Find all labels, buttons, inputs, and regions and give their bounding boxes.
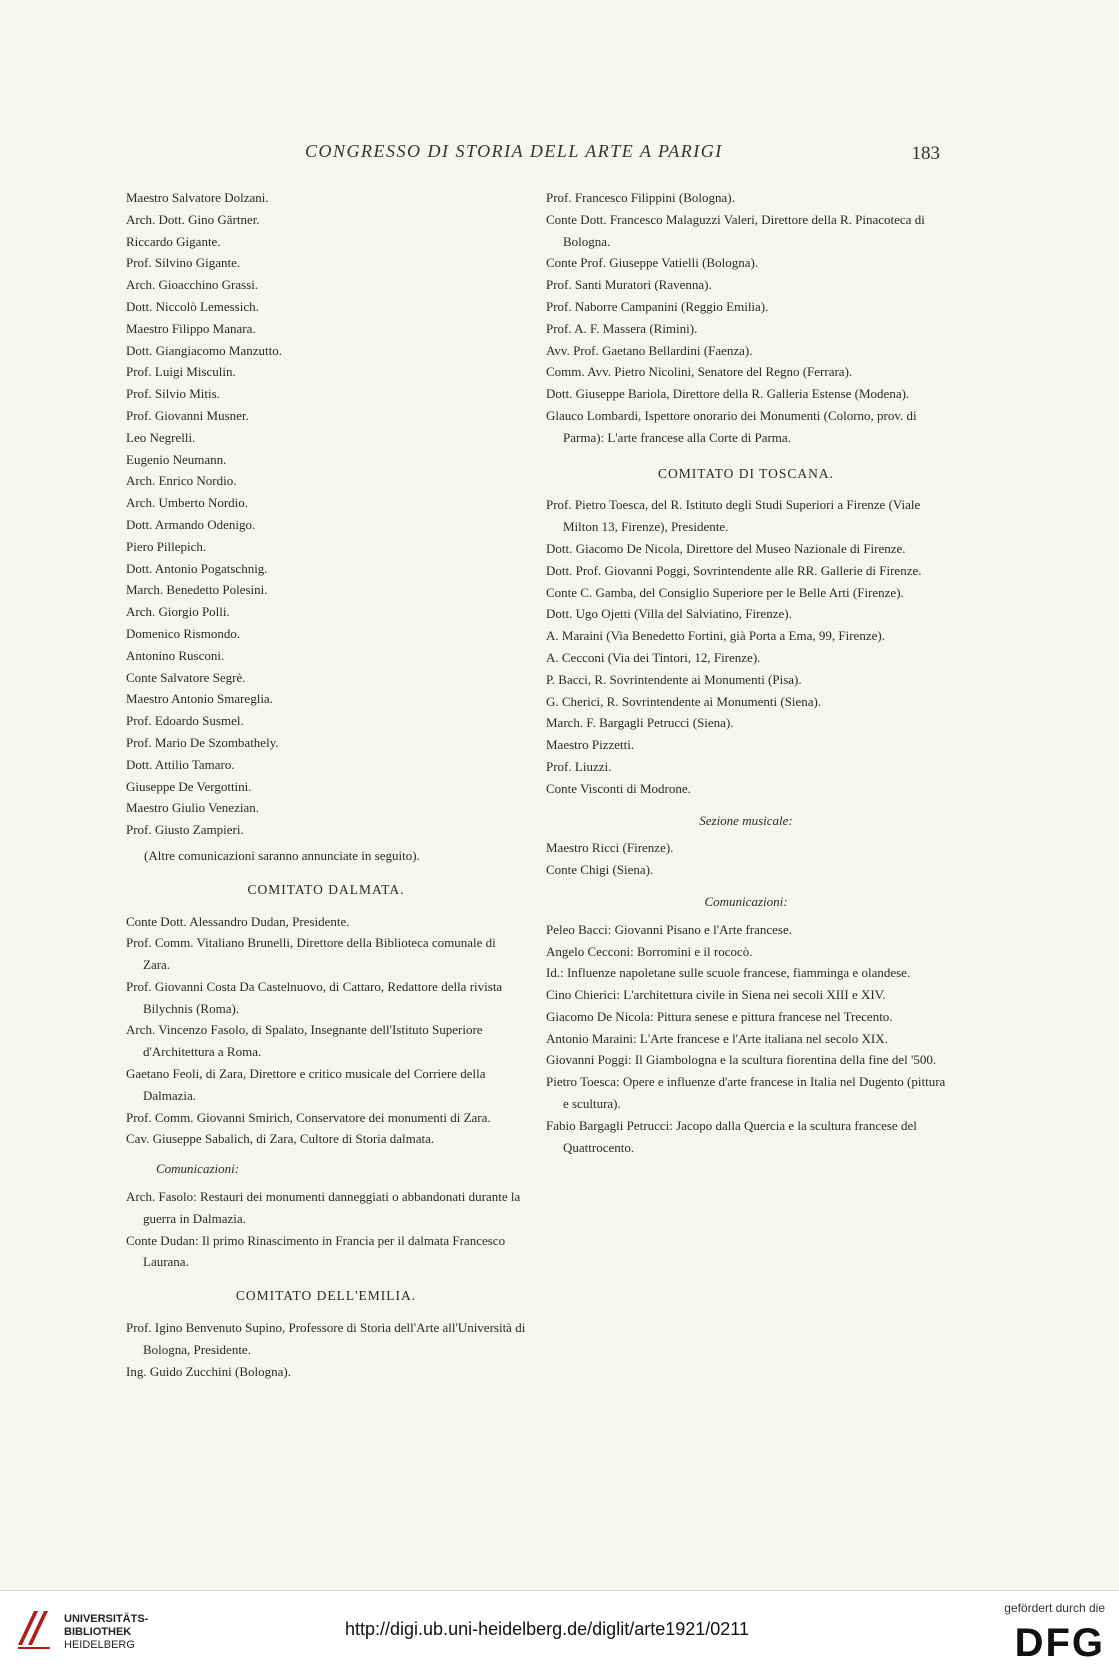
committee-entry: Cav. Giuseppe Sabalich, di Zara, Cultore di Storia dalmata. xyxy=(126,1131,435,1147)
member-entry: Prof. Luigi Misculin. xyxy=(126,364,236,380)
committee-entry: G. Cherici, R. Sovrintendente ai Monumenti (Siena). xyxy=(546,693,822,709)
committee-entry: Conte C. Gamba, del Consiglio Superiore per le Belle Arti (Firenze). xyxy=(546,584,904,600)
committee-entry: Conte Dott. Alessandro Dudan, Presidente. xyxy=(126,913,350,929)
committee-entry: A. Maraini (Via Benedetto Fortini, già Porta a Ema, 99, Firenze). xyxy=(546,628,885,644)
committee-entry: Conte Dott. Francesco Malaguzzi Valeri, Direttore della R. Pinacoteca di Bologna. xyxy=(546,211,925,249)
toscana-entries xyxy=(546,494,946,799)
committee-entry: Conte Prof. Giuseppe Vatielli (Bologna). xyxy=(546,255,759,271)
member-entry: Prof. Mario De Szombathely. xyxy=(126,734,279,750)
committee-entry: Prof. Naborre Campanini (Reggio Emilia). xyxy=(546,298,769,314)
committee-entry: Conte Visconti di Modrone. xyxy=(546,780,691,796)
member-entry: Dott. Attilio Tamaro. xyxy=(126,756,235,772)
committee-entry: Prof. Santi Muratori (Ravenna). xyxy=(546,277,712,293)
member-entry: Arch. Umberto Nordio. xyxy=(126,495,249,511)
communication-entry: Giovanni Poggi: Il Giambologna e la scultura fiorentina della fine del '500. xyxy=(546,1052,937,1068)
library-line-1: UNIVERSITÄTS- xyxy=(64,1613,149,1625)
subheading-comunicazioni-toscana: Comunicazioni: xyxy=(704,893,788,909)
section-heading-emilia: COMITATO DELL'EMILIA. xyxy=(235,1288,417,1304)
committee-entry: Gaetano Feoli, di Zara, Direttore e critico musicale del Corriere della Dalmazia. xyxy=(126,1066,486,1103)
dfg-logo: DFG xyxy=(1014,1621,1105,1665)
member-entry: Arch. Enrico Nordio. xyxy=(126,473,237,489)
source-url-link[interactable]: http://digi.ub.uni-heidelberg.de/diglit/arte1921/0211 xyxy=(345,1619,749,1639)
dalmata-comunicazioni xyxy=(126,1186,526,1273)
member-entry: Piero Pillepich. xyxy=(126,538,207,554)
music-section-entry: Conte Chigi (Siena). xyxy=(546,862,654,878)
committee-entry: Dott. Prof. Giovanni Poggi, Sovrintendente alle RR. Gallerie di Firenze. xyxy=(546,562,922,578)
committee-entry: Comm. Avv. Pietro Nicolini, Senatore del Regno (Ferrara). xyxy=(546,364,853,380)
communication-entry: Conte Dudan: Il primo Rinascimento in Francia per il dalmata Francesco Laurana. xyxy=(126,1232,506,1270)
member-entry: Riccardo Gigante. xyxy=(126,233,221,249)
member-entry: Dott. Niccolò Lemessich. xyxy=(126,298,259,314)
committee-entry: Maestro Pizzetti. xyxy=(546,737,635,753)
left-column xyxy=(126,187,526,1382)
committee-entry: A. Cecconi (Via dei Tintori, 12, Firenze). xyxy=(546,649,761,665)
music-section-entry: Maestro Ricci (Firenze). xyxy=(546,840,674,856)
member-entry: Antonino Rusconi. xyxy=(126,647,225,663)
communication-entry: Fabio Bargagli Petrucci: Jacopo dalla Quercia e la scultura francese del Quattrocento. xyxy=(546,1117,917,1155)
committee-entry: Avv. Prof. Gaetano Bellardini (Faenza). xyxy=(546,342,753,358)
section-heading-dalmata: COMITATO DALMATA. xyxy=(247,881,405,897)
member-list xyxy=(126,187,526,841)
member-entry: Conte Salvatore Segrè. xyxy=(126,669,246,685)
communication-entry: Angelo Cecconi: Borromini e il rococò. xyxy=(546,943,753,959)
library-line-3: HEIDELBERG xyxy=(64,1639,135,1651)
subheading-comunicazioni: Comunicazioni: xyxy=(156,1161,240,1177)
member-entry: Dott. Antonio Pogatschnig. xyxy=(126,560,268,576)
communication-entry: Giacomo De Nicola: Pittura senese e pittura francese nel Trecento. xyxy=(546,1008,893,1024)
committee-entry: Prof. Igino Benvenuto Supino, Professore di Storia dell'Arte all'Università di Bologna, Presidente. xyxy=(126,1320,526,1357)
emilia-continued xyxy=(546,187,946,449)
university-library-name xyxy=(64,1613,148,1652)
member-entry: March. Benedetto Polesini. xyxy=(126,582,268,598)
member-entry: Arch. Dott. Gino Gärtner. xyxy=(126,211,260,227)
member-entry: Arch. Giorgio Polli. xyxy=(126,604,230,620)
committee-entry: Ing. Guido Zucchini (Bologna). xyxy=(126,1363,291,1379)
committee-entry: P. Bacci, R. Sovrintendente ai Monumenti (Pisa). xyxy=(546,671,802,687)
footer-bar xyxy=(0,1590,1119,1674)
funded-by-label: gefördert durch die xyxy=(1004,1601,1105,1615)
committee-entry: Arch. Vincenzo Fasolo, di Spalato, Insegnante dell'Istituto Superiore d'Architettura a Roma. xyxy=(126,1022,483,1060)
committee-entry: Prof. Pietro Toesca, del R. Istituto degli Studi Superiori a Firenze (Viale Milton 13, Firenze), Presidente. xyxy=(546,497,921,535)
committee-entry: Dott. Giuseppe Bariola, Direttore della R. Galleria Estense (Modena). xyxy=(546,386,910,402)
member-entry: Prof. Giusto Zampieri. xyxy=(126,822,244,838)
library-line-2: BIBLIOTHEK xyxy=(64,1626,132,1638)
member-entry: Prof. Silvio Mitis. xyxy=(126,386,220,402)
member-entry: Prof. Edoardo Susmel. xyxy=(126,713,244,729)
committee-entry: Prof. Francesco Filippini (Bologna). xyxy=(546,190,735,205)
communication-entry: Arch. Fasolo: Restauri dei monumenti danneggiati o abbandonati durante la guerra in Dalmazia. xyxy=(126,1189,521,1226)
right-column xyxy=(546,187,946,1158)
committee-entry: Prof. Liuzzi. xyxy=(546,758,612,774)
university-library-logo-icon xyxy=(14,1605,54,1651)
member-entry: Prof. Giovanni Musner. xyxy=(126,407,249,423)
communication-entry: Pietro Toesca: Opere e influenze d'arte francese in Italia nel Dugento (pittura e scultura). xyxy=(546,1074,946,1112)
member-entry: Eugenio Neumann. xyxy=(126,451,227,467)
member-entry: Arch. Gioacchino Grassi. xyxy=(126,277,259,293)
running-header xyxy=(120,141,940,171)
committee-entry: Prof. Giovanni Costa Da Castelnuovo, di Cattaro, Redattore della rivista Bilychnis (Roma). xyxy=(126,978,503,1016)
member-entry: Prof. Silvino Gigante. xyxy=(126,255,241,271)
committee-entry: Prof. A. F. Massera (Rimini). xyxy=(546,320,698,336)
committee-entry: Prof. Comm. Giovanni Smirich, Conservatore dei monumenti di Zara. xyxy=(126,1109,491,1125)
subheading-sezione-musicale: Sezione musicale: xyxy=(699,812,793,828)
note: (Altre comunicazioni saranno annunciate in seguito). xyxy=(144,847,420,863)
page-title: CONGRESSO DI STORIA DELL ARTE A PARIGI xyxy=(305,141,723,161)
member-entry: Domenico Rismondo. xyxy=(126,625,241,641)
committee-entry: Dott. Giacomo De Nicola, Direttore del Museo Nazionale di Firenze. xyxy=(546,540,906,556)
section-heading-toscana: COMITATO DI TOSCANA. xyxy=(657,465,835,481)
toscana-comunicazioni xyxy=(546,919,946,1159)
committee-entry: Prof. Comm. Vitaliano Brunelli, Direttore della Biblioteca comunale di Zara. xyxy=(126,935,496,973)
communication-entry: Id.: Influenze napoletane sulle scuole francese, fiamminga e olandese. xyxy=(546,965,911,981)
committee-entry: Dott. Ugo Ojetti (Villa del Salviatino, Firenze). xyxy=(546,606,792,622)
member-entry: Dott. Giangiacomo Manzutto. xyxy=(126,342,282,358)
member-entry: Leo Negrelli. xyxy=(126,429,196,445)
member-entry: Dott. Armando Odenigo. xyxy=(126,516,256,532)
page-number: 183 xyxy=(911,143,940,164)
member-entry: Maestro Antonio Smareglia. xyxy=(126,691,273,707)
sezione-musicale-entries xyxy=(546,837,946,881)
communication-entry: Antonio Maraini: L'Arte francese e l'Arte italiana nel secolo XIX. xyxy=(546,1030,888,1046)
dalmata-entries xyxy=(126,911,526,1151)
communication-entry: Peleo Bacci: Giovanni Pisano e l'Arte francese. xyxy=(546,921,793,937)
communication-entry: Cino Chierici: L'architettura civile in Siena nei secoli XIII e XIV. xyxy=(546,987,886,1003)
emilia-entries xyxy=(126,1317,526,1382)
member-entry: Maestro Salvatore Dolzani. xyxy=(126,190,269,205)
committee-entry: March. F. Bargagli Petrucci (Siena). xyxy=(546,715,734,731)
committee-entry: Glauco Lombardi, Ispettore onorario dei Monumenti (Colorno, prov. di Parma): L'arte francese alla Corte di Parma. xyxy=(546,407,917,445)
member-entry: Maestro Filippo Manara. xyxy=(126,320,256,336)
member-entry: Giuseppe De Vergottini. xyxy=(126,778,252,794)
member-entry: Maestro Giulio Venezian. xyxy=(126,800,259,816)
